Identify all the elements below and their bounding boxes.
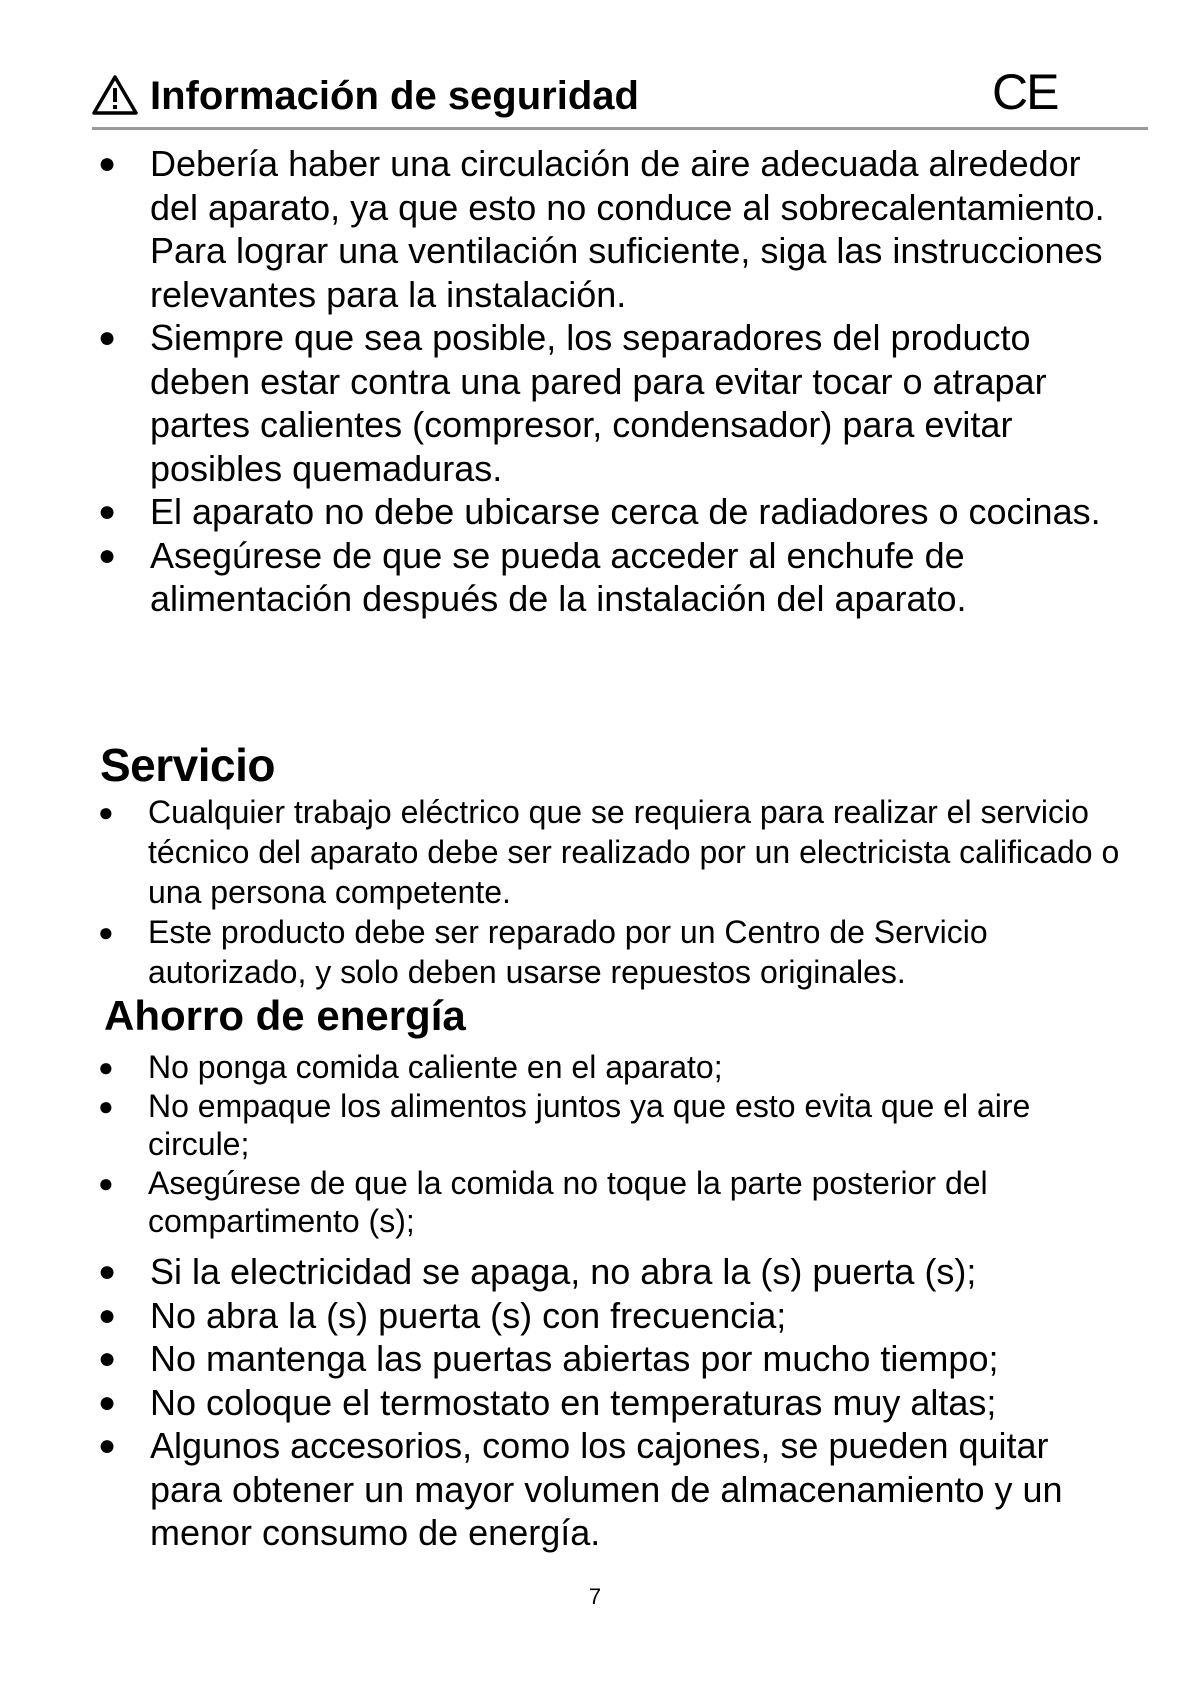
header-divider (92, 127, 1148, 130)
warning-triangle-icon (92, 74, 138, 116)
energy-list-large (98, 1250, 1098, 1555)
bullet-icon: ● (98, 495, 117, 528)
bullet-icon: ● (98, 1342, 117, 1375)
list-item: ● Cualquier trabajo eléctrico que se requiera para realizar el servicio técnico del aparato debe ser realizado por un electricista calificado o una persona competente. (98, 794, 1120, 910)
list-item: ● Asegúrese de que se pueda acceder al enchufe de alimentación después de la instalación del aparato. (98, 534, 967, 619)
bullet-icon: ● (98, 1052, 114, 1082)
bullet-icon: ● (98, 1298, 117, 1332)
list-item: ● Siempre que sea posible, los separadores del producto deben estar contra una pared para evitar tocar o atrapar partes calientes (compresor, condensador) para evitar posibles quemaduras. (98, 317, 1047, 489)
list-item: ● Si la electricidad se apaga, no abra la (s) puerta (s); (98, 1251, 977, 1292)
bullet-icon: ● (98, 538, 117, 572)
list-item: ● Debería haber una circulación de aire adecuada alrededor del aparato, ya que esto no conduce al sobrecalentamiento. Para lograr una ventilación suficiente, siga las instrucciones relevantes para la instalación. (98, 143, 1105, 315)
list-item: ● No abra la (s) puerta (s) con frecuencia; (98, 1294, 787, 1336)
energy-list-small (98, 1048, 1138, 1241)
bullet-icon: ● (98, 1429, 117, 1462)
bullet-icon: ● (98, 1167, 114, 1198)
bullet-icon: ● (98, 1090, 114, 1121)
list-item: ● No ponga comida caliente en el aparato; (98, 1049, 723, 1085)
list-item: ● No mantenga las puertas abiertas por mucho tiempo; (98, 1338, 999, 1379)
list-item: ● Algunos accesorios, como los cajones, se pueden quitar para obtener un mayor volumen de almacenamiento y un menor consumo de energía. (98, 1425, 1063, 1553)
page-title: Información de seguridad (150, 74, 639, 118)
list-item: ● Este producto debe ser reparado por un Centro de Servicio autorizado, y solo deben usarse repuestos originales. (98, 914, 988, 990)
bullet-icon: ● (98, 1255, 117, 1288)
ce-mark-logo: CE (992, 64, 1058, 120)
safety-list (98, 142, 1118, 621)
list-item: ● Asegúrese de que la comida no toque la parte posterior del compartimento (s); (98, 1164, 988, 1239)
bullet-icon: ● (98, 917, 114, 947)
list-item: ● No empaque los alimentos juntos ya que esto evita que el aire circule; (98, 1087, 1031, 1162)
service-list (98, 792, 1138, 992)
bullet-icon: ● (98, 321, 117, 354)
energy-heading: Ahorro de energía (104, 992, 466, 1039)
section-header (92, 64, 1148, 128)
list-item: ● El aparato no debe ubicarse cerca de radiadores o cocinas. (98, 491, 1101, 532)
bullet-icon: ● (98, 1385, 117, 1419)
page-number: 7 (588, 1584, 602, 1609)
bullet-icon: ● (98, 797, 114, 827)
service-heading: Servicio (100, 739, 275, 791)
bullet-icon: ● (98, 147, 117, 180)
list-item: ● No coloque el termostato en temperaturas muy altas; (98, 1381, 997, 1423)
